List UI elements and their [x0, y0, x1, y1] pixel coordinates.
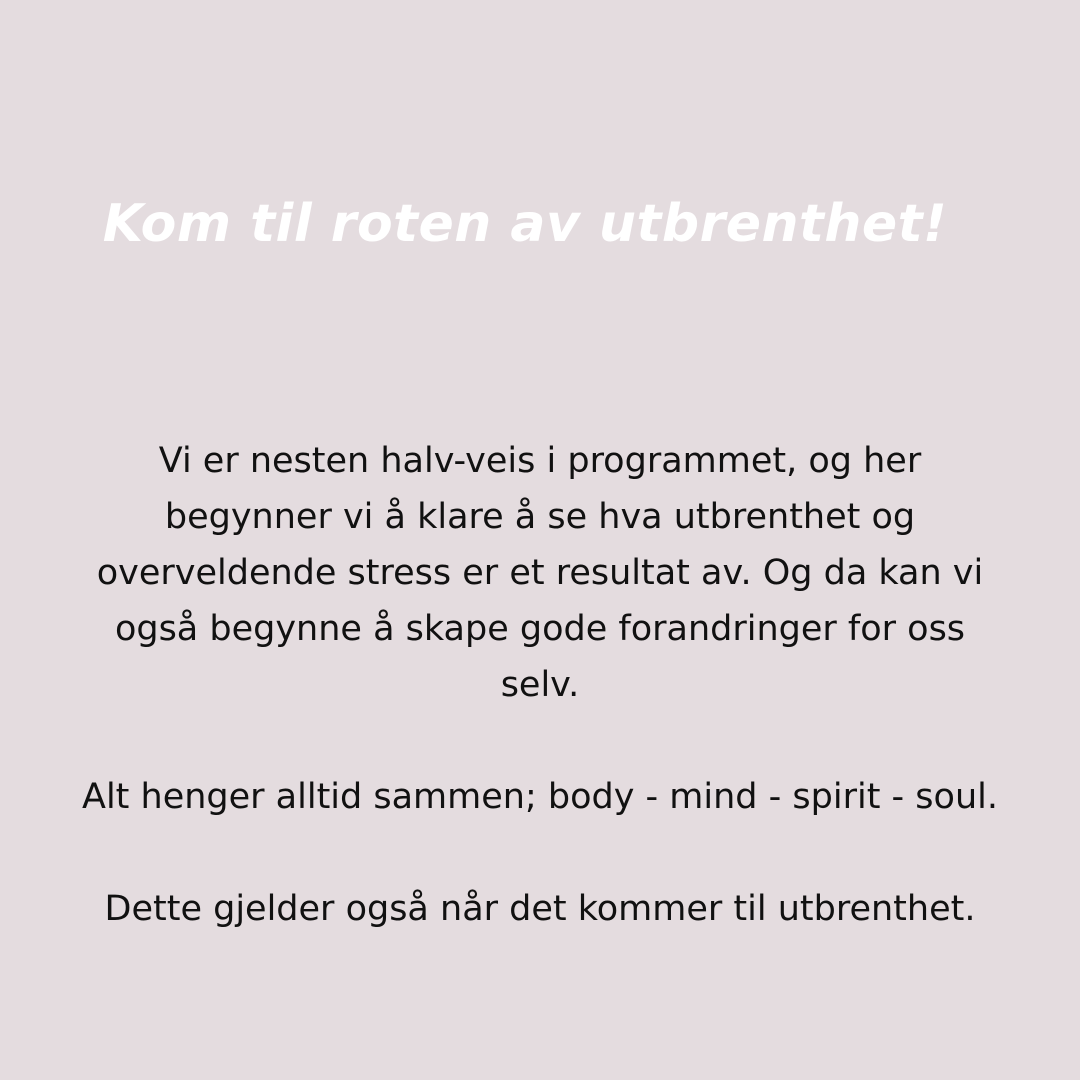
paragraph-2: Alt henger alltid sammen; body - mind - spirit - soul.	[82, 777, 998, 817]
paragraph-1: Vi er nesten halv-veis i programmet, og her begynner vi å klare å se hva utbrenthet og overveldende stress er et resultat av. Og da kan vi også begynne å skape gode forandringer for oss selv.	[96, 441, 984, 705]
paragraph-3: Dette gjelder også når det kommer til utbrenthet.	[104, 889, 976, 929]
slide-title: Kom til roten av utbrenthet!	[102, 194, 948, 254]
body-text	[80, 433, 1000, 937]
